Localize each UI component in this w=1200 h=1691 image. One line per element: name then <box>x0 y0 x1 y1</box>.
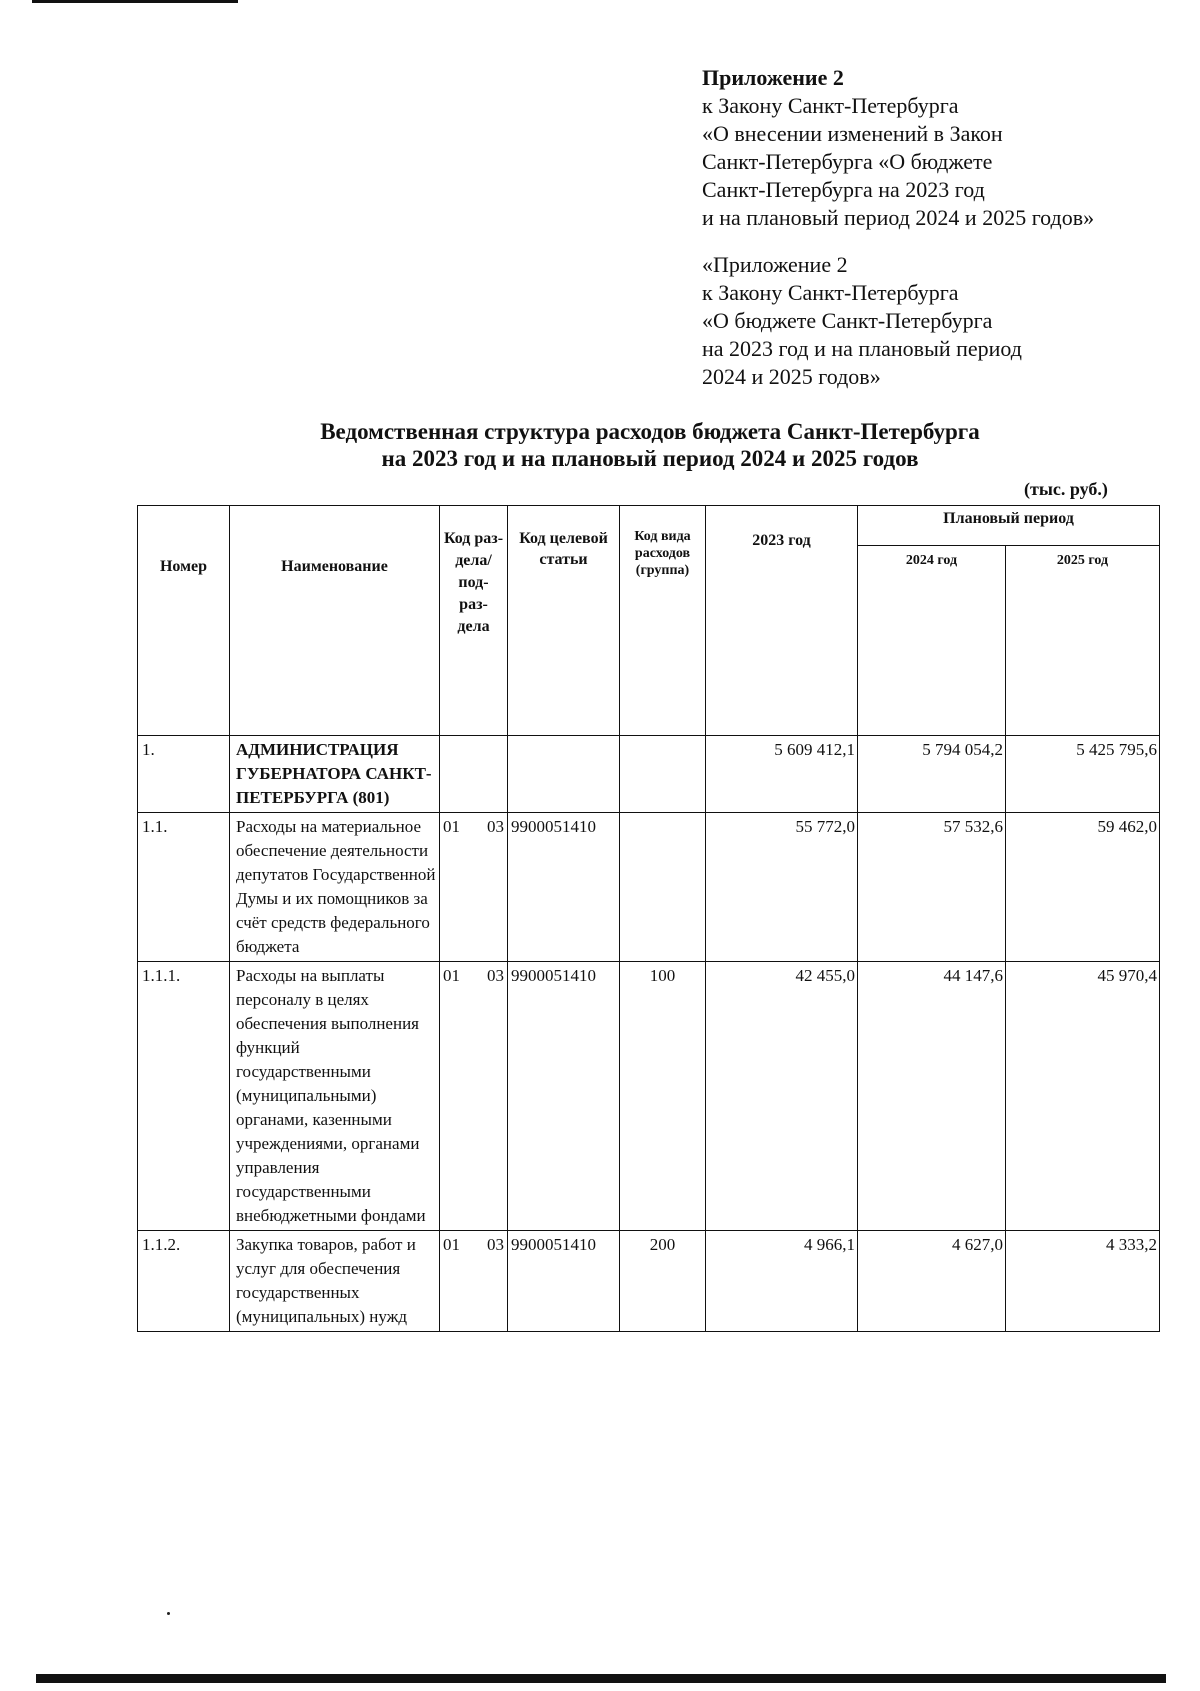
header-name: Наименование <box>230 506 440 736</box>
table-row <box>138 736 1160 813</box>
row-name: Расходы на выплаты персоналу в целях обеспечения выполнения функций государственными (муниципальными) органами, казенными учреждениями, органами управления государственными внебюджетными фондами <box>230 962 440 1231</box>
appendix-line: Санкт-Петербурга на 2023 год <box>702 177 985 202</box>
row-section-code <box>440 813 508 962</box>
appendix-heading: Приложение 2 <box>702 65 844 90</box>
appendix-line: к Закону Санкт-Петербурга <box>702 93 959 118</box>
table-body <box>138 736 1160 1332</box>
row-expense-type: 200 <box>620 1231 706 1332</box>
scan-speck <box>167 1612 170 1615</box>
table-header <box>138 506 1160 736</box>
row-amount-2025: 59 462,0 <box>1006 813 1160 962</box>
row-amount-2024: 44 147,6 <box>858 962 1006 1231</box>
row-section-code <box>440 962 508 1231</box>
row-number: 1.1. <box>138 813 230 962</box>
top-edge-rule <box>32 0 238 3</box>
inner-appendix-line: на 2023 год и на плановый период <box>702 336 1022 361</box>
header-year-2024: 2024 год <box>858 546 1006 736</box>
row-amount-2024: 5 794 054,2 <box>858 736 1006 813</box>
inner-appendix-line: 2024 и 2025 годов» <box>702 364 881 389</box>
appendix-line: и на плановый период 2024 и 2025 годов» <box>702 205 1095 230</box>
row-target-code: 9900051410 <box>508 1231 620 1332</box>
header-target-code: Код целевой статьи <box>508 506 620 736</box>
row-expense-type <box>620 813 706 962</box>
row-number: 1.1.1. <box>138 962 230 1231</box>
budget-table <box>137 505 1160 1332</box>
document-title-line-1: Ведомственная структура расходов бюджета Санкт-Петербурга <box>320 419 980 444</box>
header-section-code: Код раз- дела/ под- раз- дела <box>440 506 508 736</box>
row-expense-type: 100 <box>620 962 706 1231</box>
inner-appendix-header <box>702 251 1022 391</box>
subsection-code: 03 <box>487 817 504 836</box>
row-target-code: 9900051410 <box>508 813 620 962</box>
section-code: 01 <box>443 817 460 836</box>
table-row <box>138 962 1160 1231</box>
row-amount-2024: 4 627,0 <box>858 1231 1006 1332</box>
row-amount-2023: 55 772,0 <box>706 813 858 962</box>
header-number: Номер <box>138 506 230 736</box>
subsection-code: 03 <box>487 1235 504 1254</box>
section-code: 01 <box>443 1235 460 1254</box>
bottom-edge-rule <box>36 1674 1166 1683</box>
table-row <box>138 813 1160 962</box>
section-code: 01 <box>443 966 460 985</box>
appendix-line: Санкт-Петербурга «О бюджете <box>702 149 993 174</box>
row-section-code <box>440 1231 508 1332</box>
header-year-2023: 2023 год <box>706 506 858 736</box>
row-amount-2025: 5 425 795,6 <box>1006 736 1160 813</box>
inner-appendix-line: к Закону Санкт-Петербурга <box>702 280 959 305</box>
row-amount-2025: 45 970,4 <box>1006 962 1160 1231</box>
row-target-code <box>508 736 620 813</box>
row-amount-2023: 4 966,1 <box>706 1231 858 1332</box>
document-title-line-2: на 2023 год и на плановый период 2024 и 2025 годов <box>381 446 919 471</box>
row-number: 1. <box>138 736 230 813</box>
header-planned-period: Плановый период <box>858 506 1160 546</box>
appendix-line: «О внесении изменений в Закон <box>702 121 1003 146</box>
appendix-header <box>702 64 1094 232</box>
row-number: 1.1.2. <box>138 1231 230 1332</box>
document-title <box>220 418 1080 472</box>
header-year-2025: 2025 год <box>1006 546 1160 736</box>
table-row <box>138 1231 1160 1332</box>
row-name: Закупка товаров, работ и услуг для обеспечения государственных (муниципальных) нужд <box>230 1231 440 1332</box>
inner-appendix-line: «О бюджете Санкт-Петербурга <box>702 308 993 333</box>
row-amount-2024: 57 532,6 <box>858 813 1006 962</box>
row-amount-2025: 4 333,2 <box>1006 1231 1160 1332</box>
row-name: АДМИНИСТРАЦИЯ ГУБЕРНАТОРА САНКТ-ПЕТЕРБУРГА (801) <box>230 736 440 813</box>
header-expense-type-code: Код вида расходов (группа) <box>620 506 706 736</box>
row-amount-2023: 5 609 412,1 <box>706 736 858 813</box>
row-section-code <box>440 736 508 813</box>
inner-appendix-line: «Приложение 2 <box>702 252 848 277</box>
row-name: Расходы на материальное обеспечение деятельности депутатов Государственной Думы и их помощников за счёт средств федерального бюджета <box>230 813 440 962</box>
subsection-code: 03 <box>487 966 504 985</box>
units-label: (тыс. руб.) <box>1024 479 1108 499</box>
row-expense-type <box>620 736 706 813</box>
row-amount-2023: 42 455,0 <box>706 962 858 1231</box>
row-target-code: 9900051410 <box>508 962 620 1231</box>
